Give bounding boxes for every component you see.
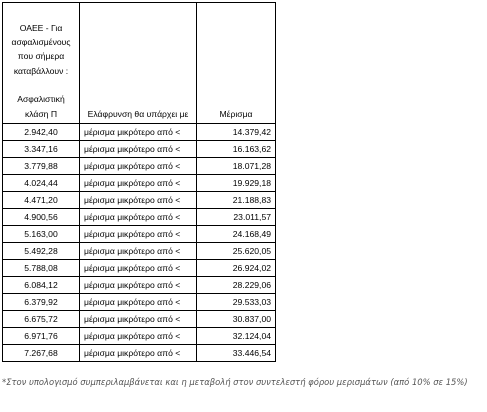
header-class-line: που σήμερα [17, 51, 65, 62]
relief-note-cell: μέρισμα μικρότερο από < [80, 328, 197, 345]
header-class-line: ασφαλισμένους [11, 36, 71, 47]
relief-note-cell: μέρισμα μικρότερο από < [80, 345, 197, 362]
header-insurance-class [3, 21, 79, 123]
relief-note-cell: μέρισμα μικρότερο από < [80, 294, 197, 311]
relief-note-cell: μέρισμα μικρότερο από < [80, 209, 197, 226]
dividend-cell: 19.929,18 [197, 175, 276, 192]
table-row [3, 175, 276, 192]
header-class-label: κλάση Π [24, 108, 58, 119]
insurance-class-cell: 5.163,00 [3, 226, 80, 243]
table-row [3, 260, 276, 277]
table-row [3, 294, 276, 311]
dividend-cell: 23.011,57 [197, 209, 276, 226]
table-row [3, 141, 276, 158]
dividend-cell: 21.188,83 [197, 192, 276, 209]
relief-note-cell: μέρισμα μικρότερο από < [80, 141, 197, 158]
relief-note-cell: μέρισμα μικρότερο από < [80, 277, 197, 294]
header-spacer [3, 78, 79, 92]
insurance-class-cell: 3.347,16 [3, 141, 80, 158]
relief-note-cell: μέρισμα μικρότερο από < [80, 124, 197, 141]
relief-note-cell: μέρισμα μικρότερο από < [80, 158, 197, 175]
insurance-class-cell: 4.900,56 [3, 209, 80, 226]
header-insurance-class-cell [3, 3, 80, 124]
insurance-class-cell: 6.675,72 [3, 311, 80, 328]
insurance-class-cell: 7.267,68 [3, 345, 80, 362]
insurance-class-cell: 5.788,08 [3, 260, 80, 277]
relief-note-cell: μέρισμα μικρότερο από < [80, 192, 197, 209]
table-row [3, 345, 276, 362]
table-row [3, 311, 276, 328]
header-relief-label: Ελάφρυνση θα υπάρχει με [87, 109, 189, 119]
relief-note-cell: μέρισμα μικρότερο από < [80, 226, 197, 243]
dividend-cell: 32.124,04 [197, 328, 276, 345]
dividend-cell: 14.379,42 [197, 124, 276, 141]
insurance-class-cell: 5.492,28 [3, 243, 80, 260]
insurance-class-cell: 6.084,12 [3, 277, 80, 294]
table-header-row [3, 3, 276, 124]
dividend-table-body [3, 3, 276, 362]
relief-note-cell: μέρισμα μικρότερο από < [80, 243, 197, 260]
dividend-cell: 28.229,06 [197, 277, 276, 294]
header-class-line: ΟΑΕΕ - Για [19, 22, 63, 33]
table-row [3, 209, 276, 226]
relief-note-cell: μέρισμα μικρότερο από < [80, 311, 197, 328]
relief-note-cell: μέρισμα μικρότερο από < [80, 175, 197, 192]
insurance-class-cell: 4.024,44 [3, 175, 80, 192]
dividend-cell: 29.533,03 [197, 294, 276, 311]
dividend-cell: 24.168,49 [197, 226, 276, 243]
table-row [3, 277, 276, 294]
header-relief-cell [80, 3, 197, 124]
dividend-cell: 33.446,54 [197, 345, 276, 362]
insurance-class-cell: 6.379,92 [3, 294, 80, 311]
header-class-line: καταβάλλουν : [13, 65, 69, 76]
dividend-cell: 26.924,02 [197, 260, 276, 277]
table-row [3, 328, 276, 345]
dividend-cell: 18.071,28 [197, 158, 276, 175]
dividend-table [2, 2, 276, 362]
insurance-class-cell: 3.779,88 [3, 158, 80, 175]
footnote: *Στον υπολογισμό συμπεριλαμβάνεται και η μεταβολή στον συντελεστή φόρου μερισμάτων (από 10% σε 15%) [2, 377, 468, 387]
insurance-class-cell: 6.971,76 [3, 328, 80, 345]
insurance-class-cell: 4.471,20 [3, 192, 80, 209]
header-dividend-label: Μέρισμα [219, 109, 253, 119]
table-row [3, 124, 276, 141]
dividend-cell: 25.620,05 [197, 243, 276, 260]
relief-note-cell: μέρισμα μικρότερο από < [80, 260, 197, 277]
header-class-bottom: Ασφαλιστική [17, 94, 65, 105]
dividend-cell: 30.837,00 [197, 311, 276, 328]
table-row [3, 243, 276, 260]
insurance-class-cell: 2.942,40 [3, 124, 80, 141]
header-dividend-cell [197, 3, 276, 124]
table-row [3, 192, 276, 209]
table-row [3, 158, 276, 175]
dividend-cell: 16.163,62 [197, 141, 276, 158]
table-row [3, 226, 276, 243]
